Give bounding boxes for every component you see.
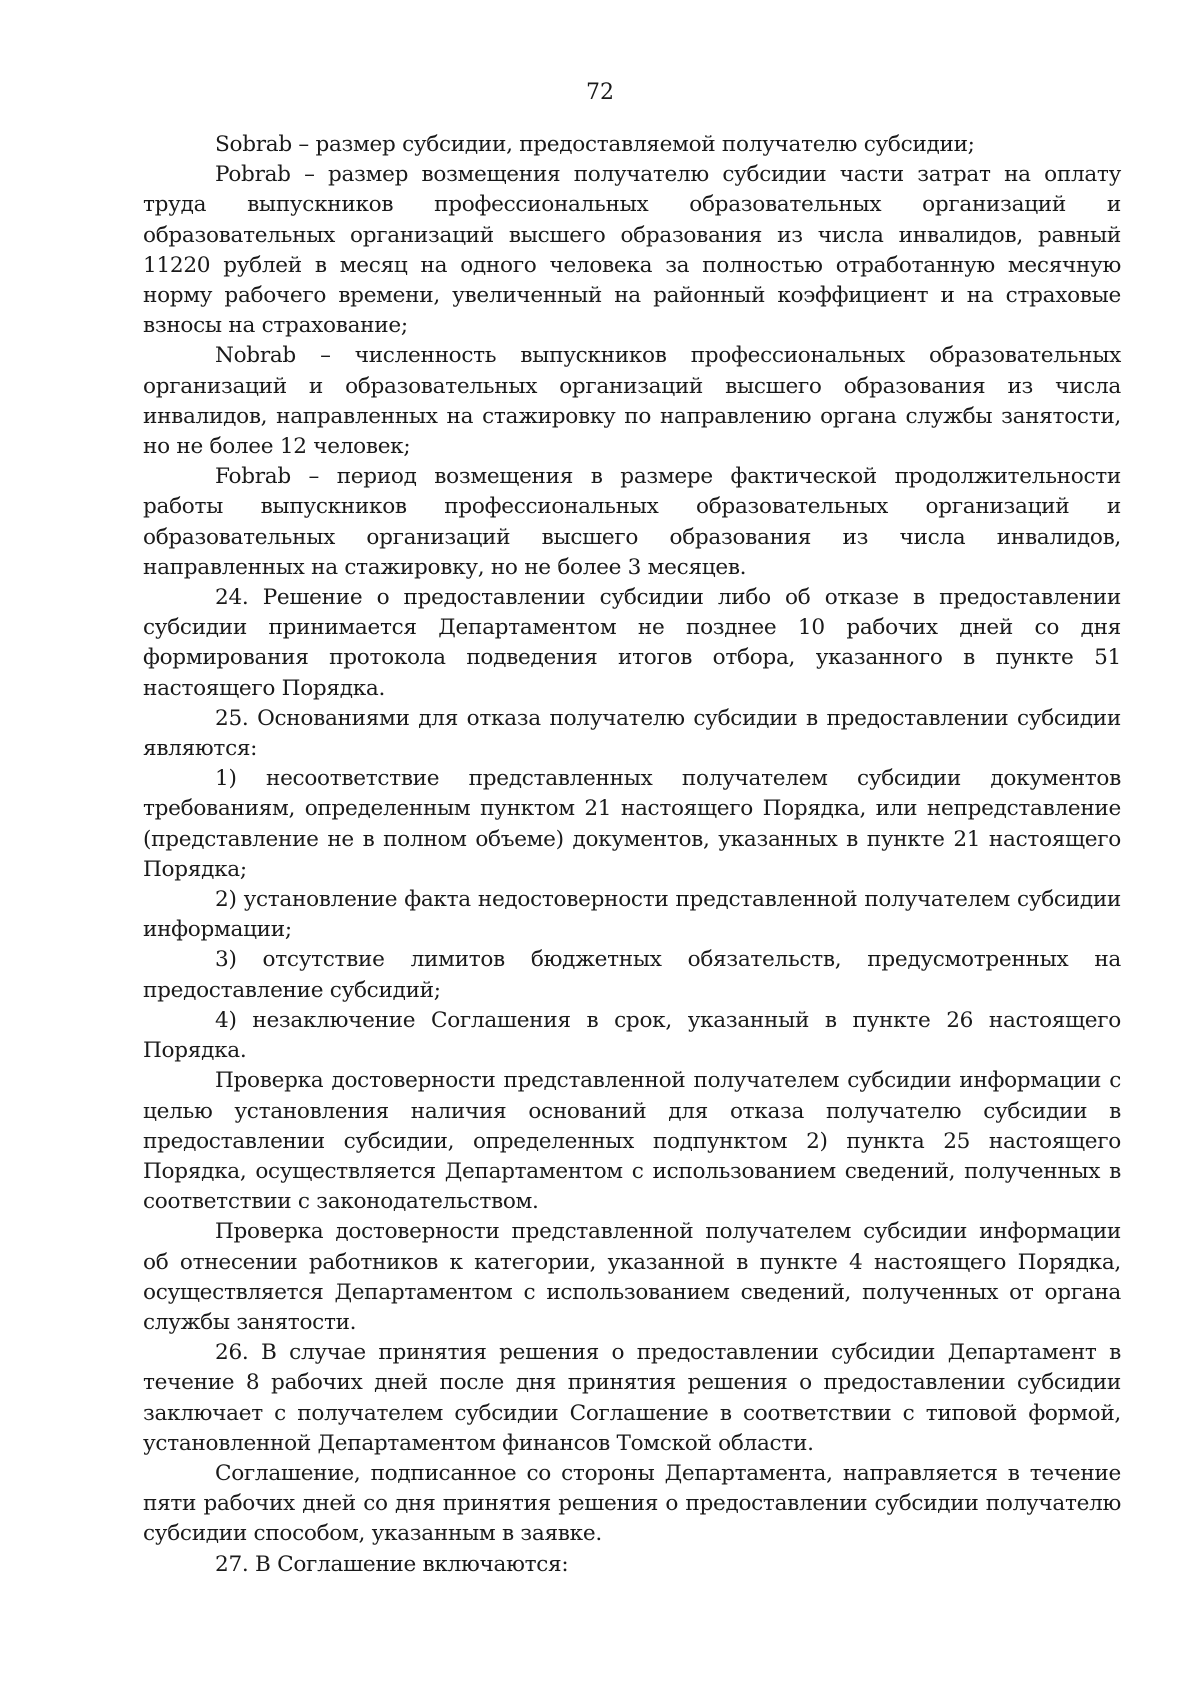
paragraph-pobrab-definition: Pobrab – размер возмещения получателю субсидии части затрат на оплату труда выпускников профессиональных образовательных организаций и образовательных организаций высшего образования из числа инвалидов, равный 11220 рублей в месяц на одного человека за полностью отработанную месячную норму рабочего времени, увеличенный на районный коэффициент и на страховые взносы на страхование;	[143, 162, 1121, 339]
paragraph-clause-25-item-3: 3) отсутствие лимитов бюджетных обязательств, предусмотренных на предоставление субсидий;	[143, 947, 1121, 1003]
paragraph-clause-25: 25. Основаниями для отказа получателю субсидии в предоставлении субсидии являются:	[143, 705, 1121, 762]
paragraph-nobrab-definition: Nobrab – численность выпускников профессиональных образовательных организаций и образовательных организаций высшего образования из числа инвалидов, направленных на стажировку по направлению органа службы занятости, но не более 12 человек;	[143, 343, 1121, 460]
page-number: 72	[586, 80, 614, 105]
paragraph-verification-2: Проверка достоверности представленной получателем субсидии информации об отнесении работников к категории, указанной в пункте 4 настоящего Порядка, осуществляется Департаментом с использованием сведений, полученных от органа службы занятости.	[143, 1219, 1121, 1335]
paragraph-clause-24: 24. Решение о предоставлении субсидии либо об отказе в предоставлении субсидии принимается Департаментом не позднее 10 рабочих дней со дня формирования протокола подведения итогов отбора, указанного в пункте 51 настоящего Порядка.	[143, 585, 1121, 701]
paragraph-clause-25-item-2: 2) установление факта недостоверности представленной получателем субсидии информации;	[143, 887, 1121, 943]
paragraph-clause-27: 27. В Соглашение включаются:	[215, 1551, 569, 1577]
paragraph-fobrab-definition: Fobrab – период возмещения в размере фактической продолжительности работы выпускников профессиональных образовательных организаций и образовательных организаций высшего образования из числа инвалидов, направленных на стажировку, но не более 3 месяцев.	[143, 464, 1121, 580]
document-body	[143, 130, 1121, 1580]
paragraph-verification-1: Проверка достоверности представленной получателем субсидии информации с целью установления наличия оснований для отказа получателю субсидии в предоставлении субсидии, определенных подпунктом 2) пункта 25 настоящего Порядка, осуществляется Департаментом с использованием сведений, полученных в соответствии с законодательством.	[143, 1068, 1121, 1215]
paragraph-clause-26: 26. В случае принятия решения о предоставлении субсидии Департамент в течение 8 рабочих дней после дня принятия решения о предоставлении субсидии заключает с получателем субсидии Соглашение в соответствии с типовой формой, установленной Департаментом финансов Томской области.	[143, 1340, 1121, 1456]
paragraph-clause-25-item-1: 1) несоответствие представленных получателем субсидии документов требованиям, определенным пунктом 21 настоящего Порядка, или непредставление (представление не в полном объеме) документов, указанных в пункте 21 настоящего Порядка;	[143, 766, 1121, 882]
paragraph-agreement-sending: Соглашение, подписанное со стороны Департамента, направляется в течение пяти рабочих дней со дня принятия решения о предоставлении субсидии получателю субсидии способом, указанным в заявке.	[143, 1460, 1121, 1547]
paragraph-clause-25-item-4: 4) незаключение Соглашения в срок, указанный в пункте 26 настоящего Порядка.	[143, 1007, 1121, 1064]
paragraph-sobrab-definition: Sobrab – размер субсидии, предоставляемой получателю субсидии;	[215, 132, 975, 157]
